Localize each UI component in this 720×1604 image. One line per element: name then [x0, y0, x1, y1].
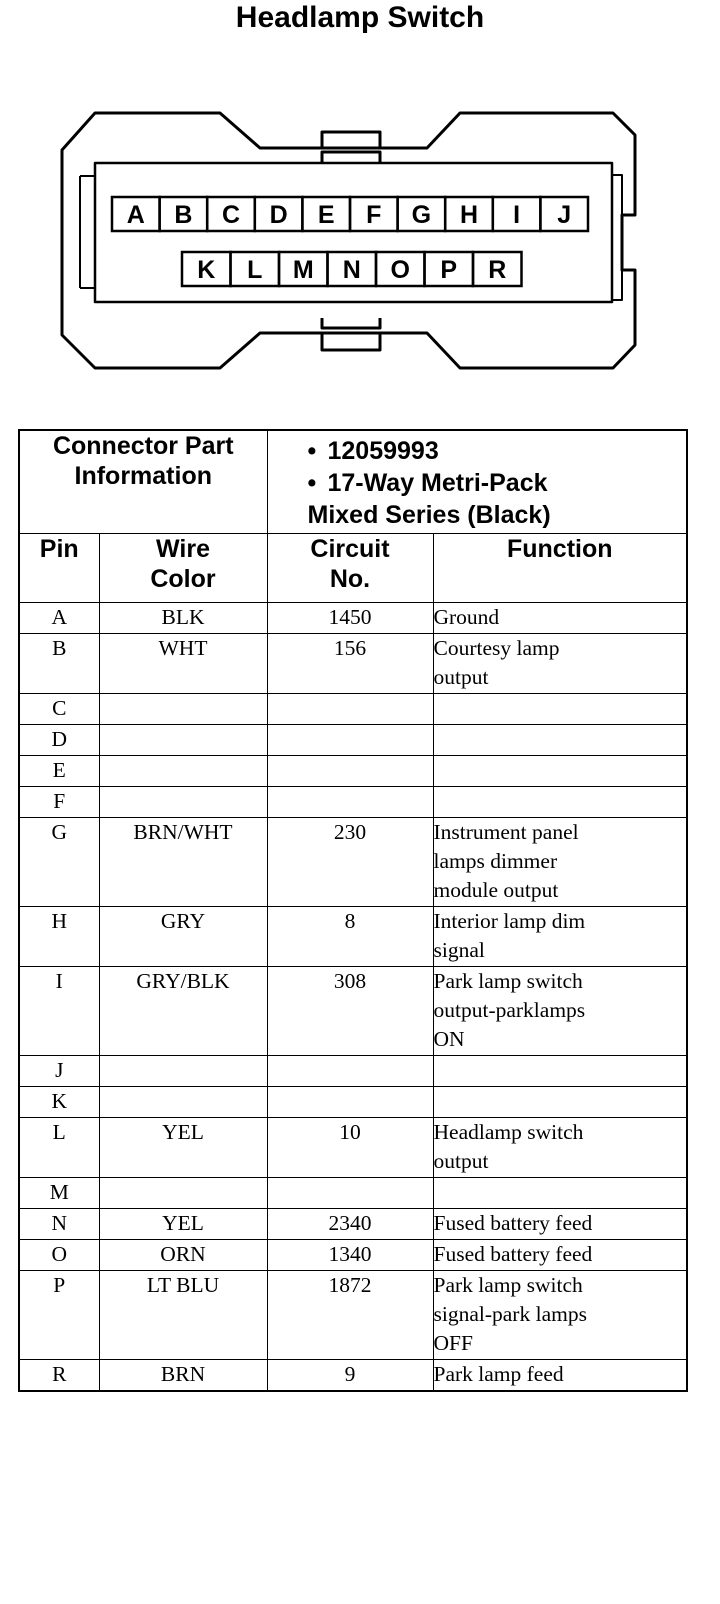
- function-cell: [433, 694, 687, 725]
- table-row: [19, 1056, 687, 1087]
- connector-pin-b: [160, 197, 208, 231]
- pin-cell: J: [19, 1056, 99, 1087]
- connector-pin-i: [493, 197, 541, 231]
- connector-series: Mixed Series (Black): [307, 501, 551, 529]
- wire-color-cell: [99, 787, 267, 818]
- function-line: lamps dimmer: [433, 849, 558, 873]
- wire-color-cell: [99, 694, 267, 725]
- connector-type: • 17-Way Metri-Pack: [308, 467, 687, 499]
- pin-cell: P: [19, 1271, 99, 1360]
- wire-color-cell: [99, 1087, 267, 1118]
- connector-pin-c: [207, 197, 255, 231]
- connector-pin-label: P: [440, 256, 458, 284]
- connector-info-label-line1: Connector Part: [52, 432, 234, 460]
- table-row: [19, 725, 687, 756]
- connector-pin-label: A: [126, 201, 145, 229]
- function-cell: [433, 1056, 687, 1087]
- circuit-cell: 230: [267, 818, 433, 907]
- connector-pin-label: M: [292, 256, 314, 284]
- table-row: [19, 1118, 687, 1178]
- connector-pin-r: [473, 252, 522, 286]
- connector-pin-label: C: [221, 201, 241, 229]
- function-cell: [433, 1271, 687, 1360]
- connector-pin-label: D: [269, 201, 288, 229]
- connector-pin-label: B: [174, 201, 193, 229]
- circuit-cell: 308: [267, 967, 433, 1056]
- circuit-cell: [267, 756, 433, 787]
- function-cell: [433, 818, 687, 907]
- table-row: [19, 1087, 687, 1118]
- function-cell: [433, 1178, 687, 1209]
- table-row: [19, 1178, 687, 1209]
- connector-pin-j: [540, 197, 588, 231]
- connector-info-row: [19, 430, 687, 534]
- connector-pin-label: F: [366, 201, 382, 229]
- function-line: OFF: [433, 1331, 473, 1355]
- wire-color-cell: [99, 1178, 267, 1209]
- function-line: signal: [433, 938, 485, 962]
- table-row: [19, 1271, 687, 1360]
- circuit-cell: [267, 1056, 433, 1087]
- connector-pin-n: [328, 252, 377, 286]
- pin-cell: A: [19, 603, 99, 634]
- wire-color-cell: YEL: [99, 1118, 267, 1178]
- circuit-cell: 1340: [267, 1240, 433, 1271]
- pin-cell: M: [19, 1178, 99, 1209]
- connector-bottom-latch: [322, 333, 380, 350]
- function-cell: [433, 967, 687, 1056]
- function-line: Headlamp switch: [433, 1120, 584, 1144]
- connector-pin-a: [112, 197, 160, 231]
- wire-color-cell: BRN: [99, 1360, 267, 1392]
- connector-pin-label: O: [390, 256, 410, 284]
- connector-pin-label: G: [411, 201, 432, 229]
- function-line: output: [433, 1149, 489, 1173]
- function-line: Fused battery feed: [433, 1211, 593, 1235]
- pin-cell: R: [19, 1360, 99, 1392]
- connector-face-diagram: [0, 100, 720, 390]
- table-row: [19, 787, 687, 818]
- function-line: Interior lamp dim: [433, 909, 586, 933]
- connector-pin-g: [398, 197, 446, 231]
- connector-pin-label: E: [317, 201, 335, 229]
- table-header-row: [19, 534, 687, 603]
- circuit-cell: 10: [267, 1118, 433, 1178]
- part-number: • 12059993: [308, 435, 687, 467]
- function-cell: [433, 1360, 687, 1392]
- table-row: [19, 694, 687, 725]
- function-line: Instrument panel: [433, 820, 579, 844]
- connector-pin-d: [255, 197, 303, 231]
- wire-color-cell: GRY/BLK: [99, 967, 267, 1056]
- connector-pin-k: [182, 252, 231, 286]
- connector-pin-label: I: [513, 201, 521, 229]
- table-row: [19, 907, 687, 967]
- pin-cell: F: [19, 787, 99, 818]
- table-row: [19, 634, 687, 694]
- table-row: [19, 818, 687, 907]
- function-cell: [433, 603, 687, 634]
- connector-pin-label: H: [459, 201, 479, 229]
- table-row: [19, 1240, 687, 1271]
- header-function: Function: [433, 534, 687, 603]
- circuit-cell: 2340: [267, 1209, 433, 1240]
- pin-cell: N: [19, 1209, 99, 1240]
- wire-color-cell: BLK: [99, 603, 267, 634]
- circuit-cell: [267, 1178, 433, 1209]
- header-circuit-no: Circuit No.: [267, 534, 433, 603]
- circuit-cell: 8: [267, 907, 433, 967]
- wire-color-cell: [99, 756, 267, 787]
- function-cell: [433, 634, 687, 694]
- connector-pin-label: N: [342, 256, 361, 284]
- function-cell: [433, 1118, 687, 1178]
- function-line: module output: [433, 878, 559, 902]
- wire-color-cell: BRN/WHT: [99, 818, 267, 907]
- function-line: Courtesy lamp: [433, 636, 560, 660]
- pin-cell: K: [19, 1087, 99, 1118]
- circuit-cell: [267, 1087, 433, 1118]
- function-cell: [433, 1087, 687, 1118]
- function-line: output-parklamps: [433, 998, 586, 1022]
- table-row: [19, 756, 687, 787]
- wire-color-cell: [99, 1056, 267, 1087]
- connector-pin-label: K: [197, 256, 216, 284]
- circuit-cell: 1872: [267, 1271, 433, 1360]
- connector-pin-row-top: [112, 197, 588, 231]
- connector-pin-e: [302, 197, 350, 231]
- connector-info-values-cell: [267, 430, 687, 534]
- connector-pin-m: [279, 252, 328, 286]
- connector-pin-p: [425, 252, 474, 286]
- pin-cell: L: [19, 1118, 99, 1178]
- pin-cell: C: [19, 694, 99, 725]
- connector-pin-label: R: [488, 256, 507, 284]
- table-row: [19, 967, 687, 1056]
- connector-pin-l: [231, 252, 280, 286]
- wire-color-cell: YEL: [99, 1209, 267, 1240]
- function-line: ON: [433, 1027, 465, 1051]
- connector-info-label-line2: Information: [74, 462, 212, 490]
- circuit-cell: [267, 725, 433, 756]
- pin-cell: H: [19, 907, 99, 967]
- circuit-cell: 1450: [267, 603, 433, 634]
- function-cell: [433, 907, 687, 967]
- circuit-cell: 156: [267, 634, 433, 694]
- connector-pin-label: J: [557, 201, 572, 229]
- function-line: output: [433, 665, 489, 689]
- wire-color-cell: GRY: [99, 907, 267, 967]
- function-cell: [433, 787, 687, 818]
- wire-color-cell: [99, 725, 267, 756]
- connector-top-latch: [322, 132, 380, 148]
- wire-color-cell: ORN: [99, 1240, 267, 1271]
- connector-pin-o: [376, 252, 425, 286]
- pin-cell: E: [19, 756, 99, 787]
- circuit-cell: 9: [267, 1360, 433, 1392]
- function-line: Park lamp switch: [433, 969, 583, 993]
- function-cell: [433, 725, 687, 756]
- function-line: signal-park lamps: [433, 1302, 587, 1326]
- header-pin: Pin: [19, 534, 99, 603]
- function-line: Park lamp feed: [433, 1362, 564, 1386]
- wire-color-cell: LT BLU: [99, 1271, 267, 1360]
- connector-pin-row-bottom: [182, 252, 522, 286]
- pin-cell: B: [19, 634, 99, 694]
- page-title: Headlamp Switch: [235, 1, 485, 34]
- connector-pin-label: L: [247, 256, 263, 284]
- table-row: [19, 603, 687, 634]
- connector-pinout-table: [18, 429, 688, 1392]
- function-line: Park lamp switch: [433, 1273, 583, 1297]
- pin-cell: I: [19, 967, 99, 1056]
- circuit-cell: [267, 694, 433, 725]
- connector-info-label-cell: [19, 430, 267, 534]
- pin-cell: O: [19, 1240, 99, 1271]
- pin-cell: D: [19, 725, 99, 756]
- function-cell: [433, 756, 687, 787]
- connector-pin-f: [350, 197, 398, 231]
- connector-pin-h: [445, 197, 493, 231]
- function-cell: [433, 1209, 687, 1240]
- function-cell: [433, 1240, 687, 1271]
- circuit-cell: [267, 787, 433, 818]
- pin-cell: G: [19, 818, 99, 907]
- table-row: [19, 1360, 687, 1392]
- wire-color-cell: WHT: [99, 634, 267, 694]
- table-row: [19, 1209, 687, 1240]
- function-line: Ground: [433, 605, 500, 629]
- function-line: Fused battery feed: [433, 1242, 593, 1266]
- header-wire-color: Wire Color: [99, 534, 267, 603]
